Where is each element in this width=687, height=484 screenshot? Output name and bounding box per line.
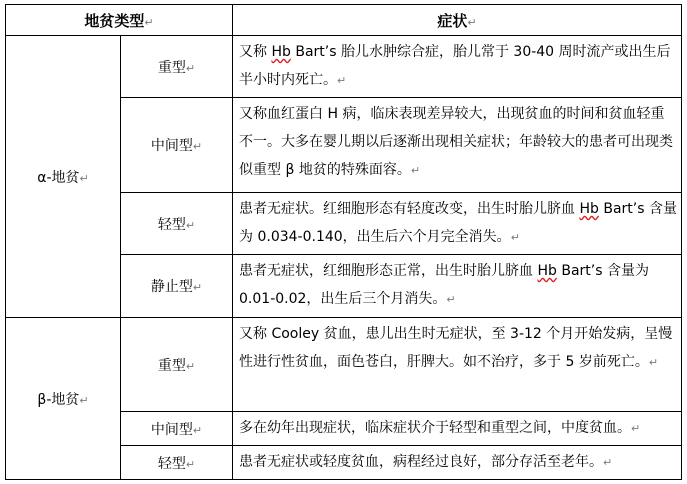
thalassemia-table: [5, 4, 682, 480]
category-beta: [6, 318, 121, 480]
symptom-text: 患者无症状。红细胞形态有轻度改变，出生时胎儿脐血: [239, 201, 580, 217]
paragraph-mark: ↵: [185, 218, 196, 232]
paragraph-mark: ↵: [185, 61, 196, 75]
paragraph-mark: ↵: [185, 457, 196, 471]
paragraph-mark: ↵: [192, 281, 203, 294]
paragraph-mark: ↵: [467, 15, 477, 29]
paragraph-mark: ↵: [446, 293, 456, 306]
subtype-cell: [121, 446, 233, 480]
category-text: β-地贫: [37, 391, 80, 408]
subtype-text: 中间型: [150, 421, 193, 438]
paragraph-mark: ↵: [192, 423, 203, 437]
table-row: [6, 36, 682, 98]
paragraph-mark: ↵: [510, 231, 520, 244]
subtype-cell: [121, 193, 233, 255]
paragraph-mark: ↵: [185, 359, 196, 373]
subtype-text: 轻型: [157, 216, 186, 233]
spellcheck-word: Hb: [579, 201, 599, 217]
symptom-text: Bart’s 含量为 0.01-0.02，出生后三个月消失。: [239, 263, 649, 307]
paragraph-mark: ↵: [337, 74, 347, 87]
paragraph-mark: ↵: [192, 140, 203, 153]
paragraph-mark: ↵: [603, 456, 613, 469]
subtype-text: 重型: [157, 59, 186, 76]
paragraph-mark: ↵: [79, 393, 89, 407]
header-row: [6, 5, 682, 36]
subtype-cell: [121, 255, 233, 318]
subtype-cell: [121, 318, 233, 412]
spellcheck-word: Hb: [271, 44, 291, 60]
symptom-text: 又称血红蛋白 H 病，临床表现差异较大，出现贫血的时间和贫血轻重不一。大多在婴儿期以后逐渐出现相关症状；年龄较大的患者可出现类似重型 β 地贫的特殊面容。: [239, 106, 674, 178]
paragraph-mark: ↵: [144, 15, 154, 29]
header-type: [6, 5, 233, 36]
symptom-cell: [233, 98, 682, 193]
symptom-cell: [233, 36, 682, 98]
symptom-text: 又称: [239, 44, 272, 60]
paragraph-mark: ↵: [648, 356, 659, 369]
spellcheck-word: Hb: [537, 263, 557, 279]
symptom-text: Bart’s 胎儿水肿综合症，胎儿常于 30-40 周时流产或出生后半小时内死亡。: [239, 44, 671, 88]
subtype-cell: [121, 412, 233, 446]
subtype-cell: [121, 36, 233, 98]
paragraph-mark: ↵: [410, 164, 421, 177]
table-row: [6, 318, 682, 412]
header-symptom: [233, 5, 682, 36]
subtype-text: 轻型: [157, 455, 186, 472]
paragraph-mark: ↵: [631, 422, 641, 435]
subtype-text: 重型: [157, 357, 186, 374]
subtype-text: 静止型: [150, 279, 193, 295]
symptom-text: 患者无症状或轻度贫血，病程经过良好，部分存活至老年。: [239, 454, 604, 470]
subtype-cell: [121, 98, 233, 193]
symptom-text: 又称 Cooley 贫血，患儿出生时无症状，至 3-12 个月开始发病，呈慢性进行性贫血，面色苍白，肝脾大。如不治疗，多于 5 岁前死亡。: [239, 326, 673, 370]
symptom-text: 患者无症状，红细胞形态正常，出生时胎儿脐血: [239, 263, 538, 279]
symptom-cell: [233, 255, 682, 318]
category-text: α-地贫: [37, 169, 80, 186]
subtype-text: 中间型: [150, 138, 193, 154]
header-symptom-text: 症状: [437, 11, 468, 30]
symptom-text: Bart’s 含量为 0.034-0.140，出生后六个月完全消失。: [239, 201, 677, 245]
symptom-cell: [233, 446, 682, 480]
symptom-cell: [233, 193, 682, 255]
symptom-cell: [233, 318, 682, 412]
header-type-text: 地贫类型: [84, 11, 145, 30]
category-alpha: [6, 36, 121, 318]
symptom-cell: [233, 412, 682, 446]
symptom-text: 多在幼年出现症状，临床症状介于轻型和重型之间，中度贫血。: [239, 420, 632, 436]
paragraph-mark: ↵: [79, 171, 89, 185]
